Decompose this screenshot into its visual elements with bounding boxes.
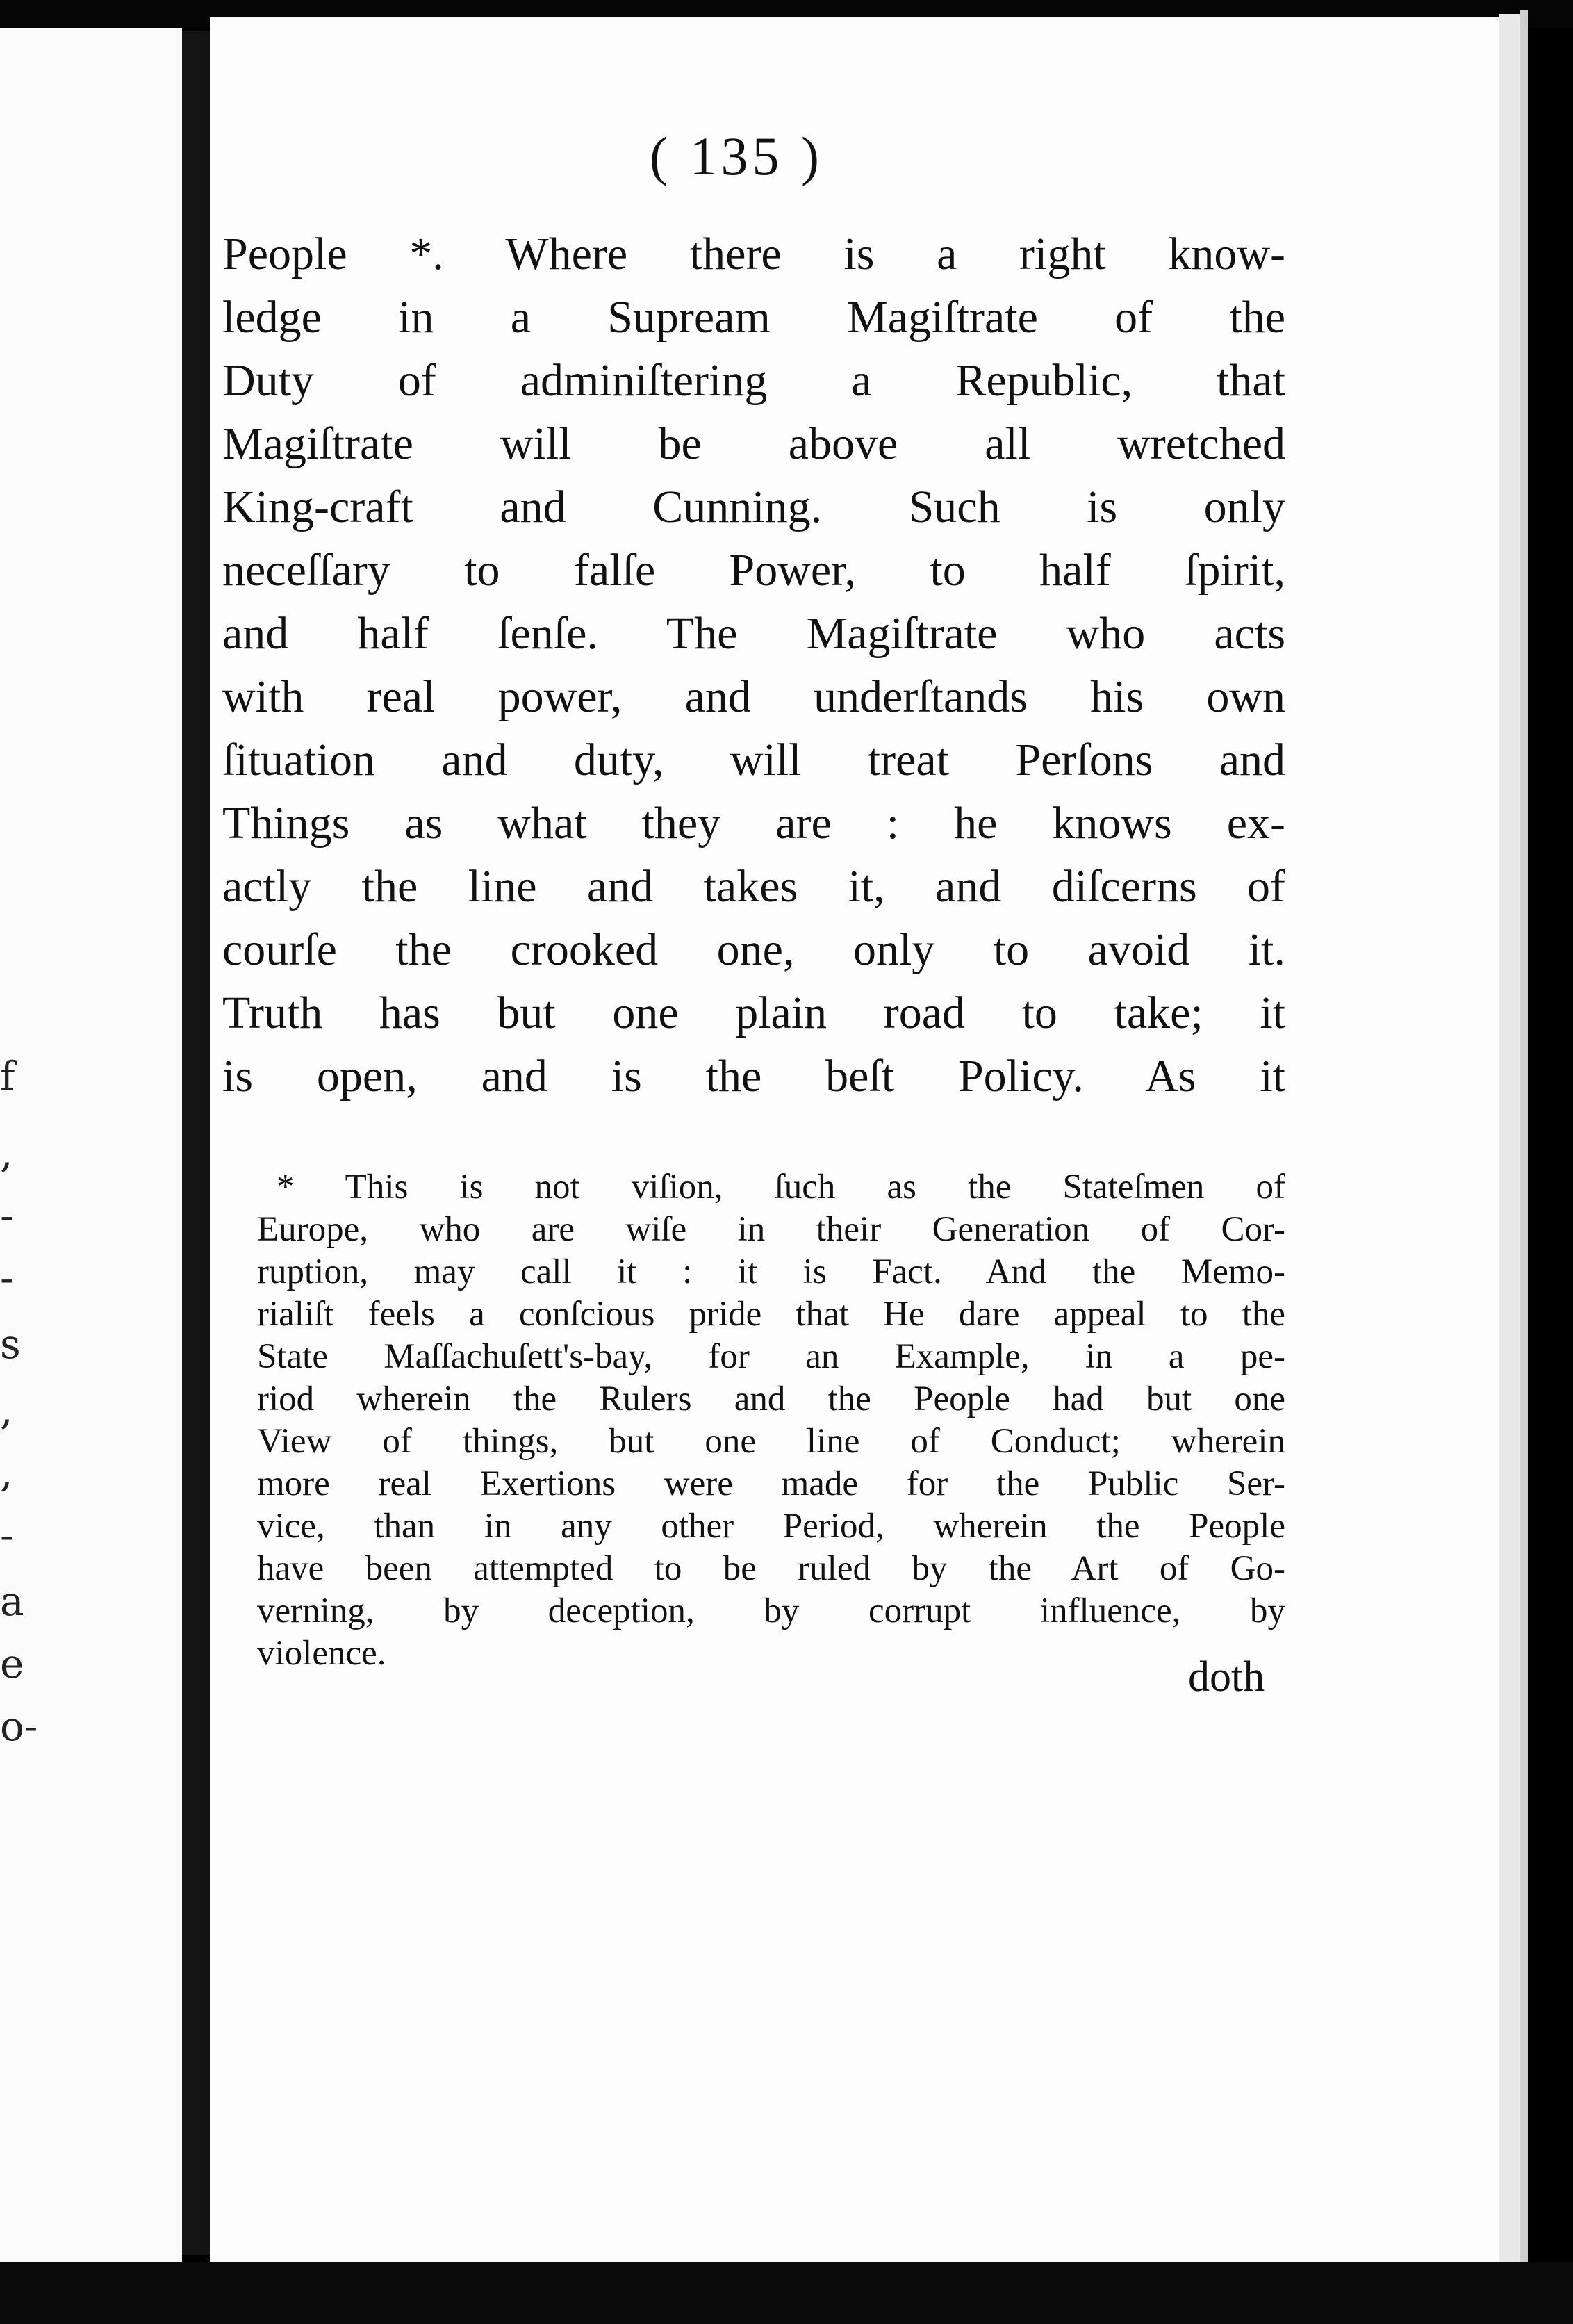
- footnote-line: * This is not viſion, ſuch as the Stateſmen of: [277, 1168, 1285, 1206]
- text-line: People *. Where there is a right know-: [222, 229, 1285, 279]
- margin-fragment: -: [0, 1192, 14, 1239]
- footnote-line: riod wherein the Rulers and the People had but one: [257, 1380, 1285, 1418]
- footnote-line: more real Exertions were made for the Public Ser-: [257, 1464, 1285, 1503]
- page-edge-shadow: [1520, 10, 1528, 2269]
- margin-fragment: a: [0, 1578, 24, 1625]
- footnote: [257, 1166, 1285, 1675]
- body-text: [222, 222, 1285, 1108]
- page-number: ( 135 ): [650, 126, 823, 186]
- footnote-line: State Maſſachuſett's-bay, for an Example, in a pe-: [257, 1337, 1285, 1376]
- margin-fragment: ,: [0, 1386, 13, 1434]
- text-line: ſituation and duty, will treat Perſons and: [222, 735, 1285, 785]
- text-line: Things as what they are : he knows ex-: [222, 798, 1285, 849]
- text-line: actly the line and takes it, and diſcerns of: [222, 861, 1285, 912]
- text-line: and half ſenſe. The Magiſtrate who acts: [222, 608, 1285, 659]
- footnote-line: verning, by deception, by corrupt influence, by: [257, 1591, 1285, 1630]
- text-line: Magiſtrate will be above all wretched: [222, 418, 1285, 469]
- text-line: neceſſary to falſe Power, to half ſpirit,: [222, 545, 1285, 596]
- margin-fragment: s: [0, 1320, 21, 1368]
- footnote-line: violence.: [257, 1634, 386, 1673]
- footnote-line: have been attempted to be ruled by the Art of Go-: [257, 1549, 1285, 1588]
- footnote-line: View of things, but one line of Conduct; wherein: [257, 1422, 1285, 1461]
- margin-fragment: ,: [0, 1449, 13, 1496]
- text-line: is open, and is the beſt Policy. As it: [222, 1051, 1285, 1102]
- text-line: King-craft and Cunning. Such is only: [222, 482, 1285, 532]
- footnote-line: Europe, who are wiſe in their Generation of Cor-: [257, 1210, 1285, 1249]
- text-line: courſe the crooked one, only to avoid it.: [222, 924, 1285, 975]
- margin-fragment: o-: [0, 1703, 38, 1750]
- margin-fragment: f: [0, 1053, 15, 1100]
- margin-fragment: ,: [0, 1129, 13, 1177]
- margin-fragment: -: [0, 1254, 14, 1302]
- footnote-line: ruption, may call it : it is Fact. And the Memo-: [257, 1252, 1285, 1291]
- page-edge: [1499, 14, 1520, 2266]
- text-line: Duty of adminiſtering a Republic, that: [222, 355, 1285, 406]
- text-line: ledge in a Supream Magiſtrate of the: [222, 292, 1285, 343]
- margin-fragment: e: [0, 1640, 24, 1687]
- footnote-line: rialiſt feels a conſcious pride that He dare appeal to the: [257, 1295, 1285, 1334]
- catchword: doth: [1188, 1653, 1265, 1701]
- book-gutter: [182, 31, 210, 2255]
- text-line: with real power, and underſtands his own: [222, 671, 1285, 722]
- scan-bottom-border: [0, 2262, 1573, 2324]
- footnote-line: vice, than in any other Period, wherein the People: [257, 1507, 1285, 1546]
- text-line: Truth has but one plain road to take; it: [222, 988, 1285, 1038]
- facing-page-edge: [0, 28, 182, 2262]
- margin-fragment: -: [0, 1512, 14, 1559]
